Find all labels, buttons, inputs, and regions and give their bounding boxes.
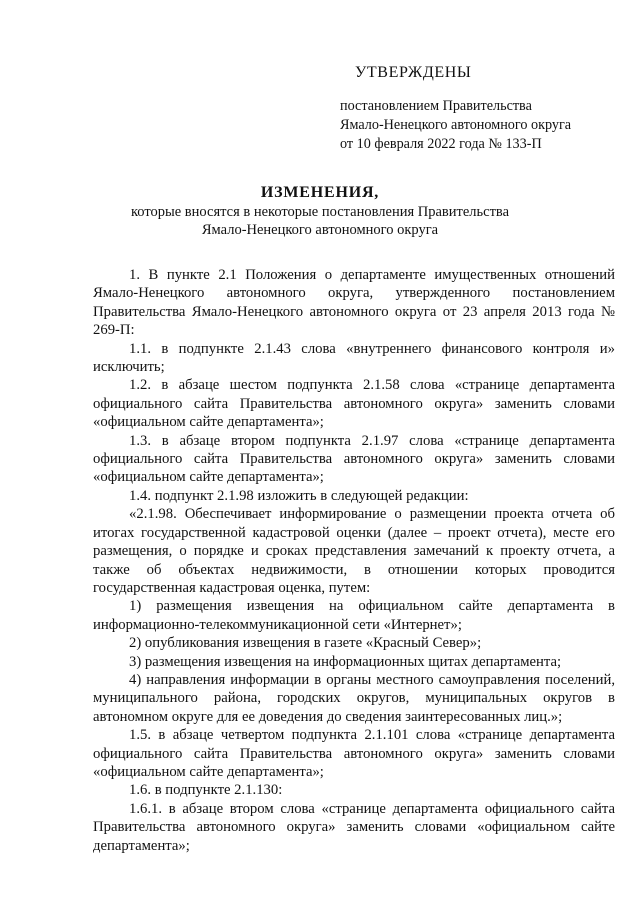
paragraph: 1.3. в абзаце втором подпункта 2.1.97 слова «странице департамента официального сайта Правительства автономного округа» заменить словами «официальном сайте департамента»; [93, 432, 615, 486]
paragraph: «2.1.98. Обеспечивает информирование о размещении проекта отчета об итогах государственной кадастровой оценки (далее – проект отчета), месте его размещения, о порядке и сроках представления замечаний к проекту отчета, а также об объектах недвижимости, в отношении которых проводится государственная кадастровая оценка, путем: [93, 506, 615, 596]
paragraph: 1.5. в абзаце четвертом подпункта 2.1.101 слова «странице департамента официального сайта Правительства автономного округа» заменить словами «официальном сайте департамента»; [93, 727, 615, 780]
subtitle-line: которые вносятся в некоторые постановления Правительства [130, 204, 510, 220]
list-item: 2) опубликования извещения в газете «Красный Север»; [129, 635, 482, 652]
paragraph: 1.6. в подпункте 2.1.130: [129, 782, 283, 799]
paragraph: 1.6.1. в абзаце втором слова «странице департамента официального сайта Правительства автономного округа» заменить словами «официальном сайте департамента»; [93, 800, 615, 854]
approval-line: от 10 февраля 2022 года № 133-П [340, 136, 542, 152]
list-item: 3) размещения извещения на информационных щитах департамента; [129, 653, 562, 670]
approval-block [340, 97, 571, 154]
paragraph: 1.2. в абзаце шестом подпункта 2.1.58 слова «странице департамента официального сайта Правительства автономного округа» заменить словами «официальном сайте департамента»; [93, 377, 615, 431]
approval-line: постановлением Правительства [340, 98, 532, 114]
approved-heading: УТВЕРЖДЕНЫ [355, 64, 472, 81]
list-item: 1) размещения извещения на официальном сайте департамента в информационно-телекоммуникационной сети «Интернет»; [93, 598, 615, 633]
list-item: 4) направления информации в органы местного самоуправления поселений, муниципального района, городских округов, муниципальных округов в автономном округе для ее доведения до сведения заинтересованных лиц.»; [93, 671, 615, 725]
subtitle-line: Ямало-Ненецкого автономного округа [201, 222, 439, 238]
paragraph: 1.1. в подпункте 2.1.43 слова «внутреннего финансового контроля и» исключить; [93, 340, 615, 376]
paragraph: 1.4. подпункт 2.1.98 изложить в следующей редакции: [129, 487, 469, 504]
document-subtitle [0, 203, 640, 239]
document-title: ИЗМЕНЕНИЯ, [260, 184, 380, 201]
document-body [93, 266, 615, 855]
paragraph: 1. В пункте 2.1 Положения о департаменте имущественных отношений Ямало-Ненецкого автономного округа, утвержденного постановлением Правительства Ямало-Ненецкого автономного округа от 23 апреля 2013 года № 269-П: [93, 267, 615, 339]
approval-line: Ямало-Ненецкого автономного округа [340, 117, 572, 133]
